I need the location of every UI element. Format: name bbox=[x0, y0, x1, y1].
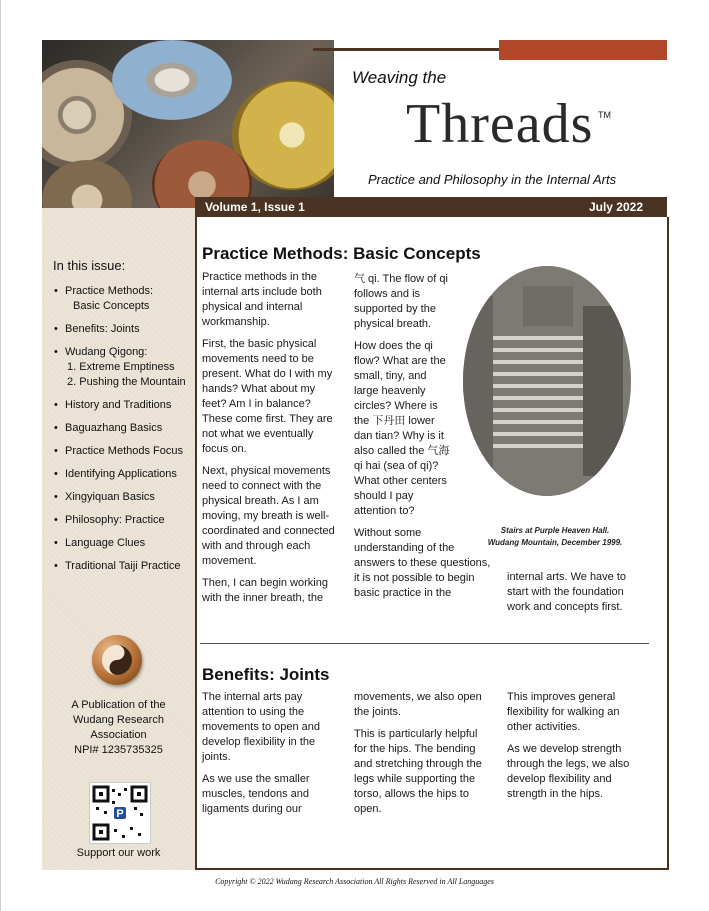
copyright-notice: Copyright © 2022 Wudang Research Association All Rights Reserved in All Languages bbox=[215, 877, 494, 886]
section-divider bbox=[200, 643, 649, 644]
volume-label: Volume 1, Issue 1 bbox=[205, 200, 305, 214]
article2-column-1: The internal arts pay attention to using the movements to open and develop flexibility in the joints. As we use the smaller muscles, tendons and ligaments during our bbox=[202, 691, 321, 815]
publisher-info: A Publication of the Wudang Research Association NPI# 1235735325 bbox=[71, 699, 166, 756]
article1-column-2: 气 qi. The flow of qi follows and is supported by the physical breath. How does the qi flow? What are the small, tiny, and large heavenly circles? Where is the 下丹田 lower dan tian? Why is it also called the 气海 qi hai (sea of qi)? What other centers should I pay attention to? Without some understanding of the answers to these questions, it is not possible to begin basic practice in the bbox=[354, 273, 491, 599]
header-rule bbox=[313, 48, 499, 51]
yin-yang-icon bbox=[92, 635, 142, 685]
issue-bar bbox=[195, 197, 667, 217]
article2-column-2: movements, we also open the joints. This is particularly helpful for the hips. The bending and stretching through the legs while supporting the torso, allows the hips to open. bbox=[354, 691, 482, 815]
toc-item: • Traditional Taiji Practice bbox=[54, 559, 194, 574]
article2-column-3: This improves general flexibility for walking an other activities. As we develop strength through the legs, we also develop flexibility and strength in the hips. bbox=[507, 691, 630, 800]
toc-heading: In this issue: bbox=[53, 258, 126, 273]
toc-item: • Wudang Qigong: 1. Extreme Emptiness 2. Pushing the Mountain bbox=[54, 345, 194, 390]
page-edge bbox=[0, 0, 1, 911]
article1-column-3: internal arts. We have to start with the foundation work and concepts first. bbox=[507, 571, 627, 613]
photo-caption: Stairs at Purple Heaven Hall. Wudang Mountain, December 1999. bbox=[487, 526, 623, 547]
toc-item: • History and Traditions bbox=[54, 398, 194, 413]
toc-item: • Benefits: Joints bbox=[54, 322, 194, 337]
stairs-photo bbox=[463, 266, 631, 496]
donation-qr-code[interactable] bbox=[89, 782, 151, 844]
trademark-mark: TM bbox=[598, 110, 611, 120]
toc-item: • Identifying Applications bbox=[54, 467, 194, 482]
svg-text:P: P bbox=[116, 808, 124, 820]
toc-item: • Practice Methods: Basic Concepts bbox=[54, 284, 194, 314]
article-heading-joints: Benefits: Joints bbox=[202, 665, 330, 684]
toc-item: • Xingyiquan Basics bbox=[54, 490, 194, 505]
support-label: Support our work bbox=[76, 847, 161, 859]
sidebar bbox=[42, 208, 195, 870]
toc-item: • Philosophy: Practice bbox=[54, 513, 194, 528]
masthead-title: Threads bbox=[406, 93, 594, 155]
header-accent-bar bbox=[499, 40, 667, 60]
article1-column-1: Practice methods in the internal arts include both physical and internal workmanship. First, the basic physical movements need to be present. What do I with my hands? What about my feet? Am I in balance? These come first. They are not what we eventually focus on. Next, physical movements need to connect with the physical breath. As I am moving, my breath is well-coordinated and connected with and through each movement. Then, I can begin working with the inner breath, the bbox=[202, 271, 335, 604]
table-of-contents bbox=[54, 284, 194, 582]
issue-date: July 2022 bbox=[588, 200, 643, 214]
toc-item: • Language Clues bbox=[54, 536, 194, 551]
masthead-kicker: Weaving the bbox=[352, 68, 447, 87]
toc-item: • Practice Methods Focus bbox=[54, 444, 194, 459]
toc-item: • Baguazhang Basics bbox=[54, 421, 194, 436]
masthead-subtitle: Practice and Philosophy in the Internal Arts bbox=[368, 172, 617, 187]
thread-spools-photo bbox=[42, 40, 334, 208]
article-heading-practice: Practice Methods: Basic Concepts bbox=[202, 244, 481, 263]
